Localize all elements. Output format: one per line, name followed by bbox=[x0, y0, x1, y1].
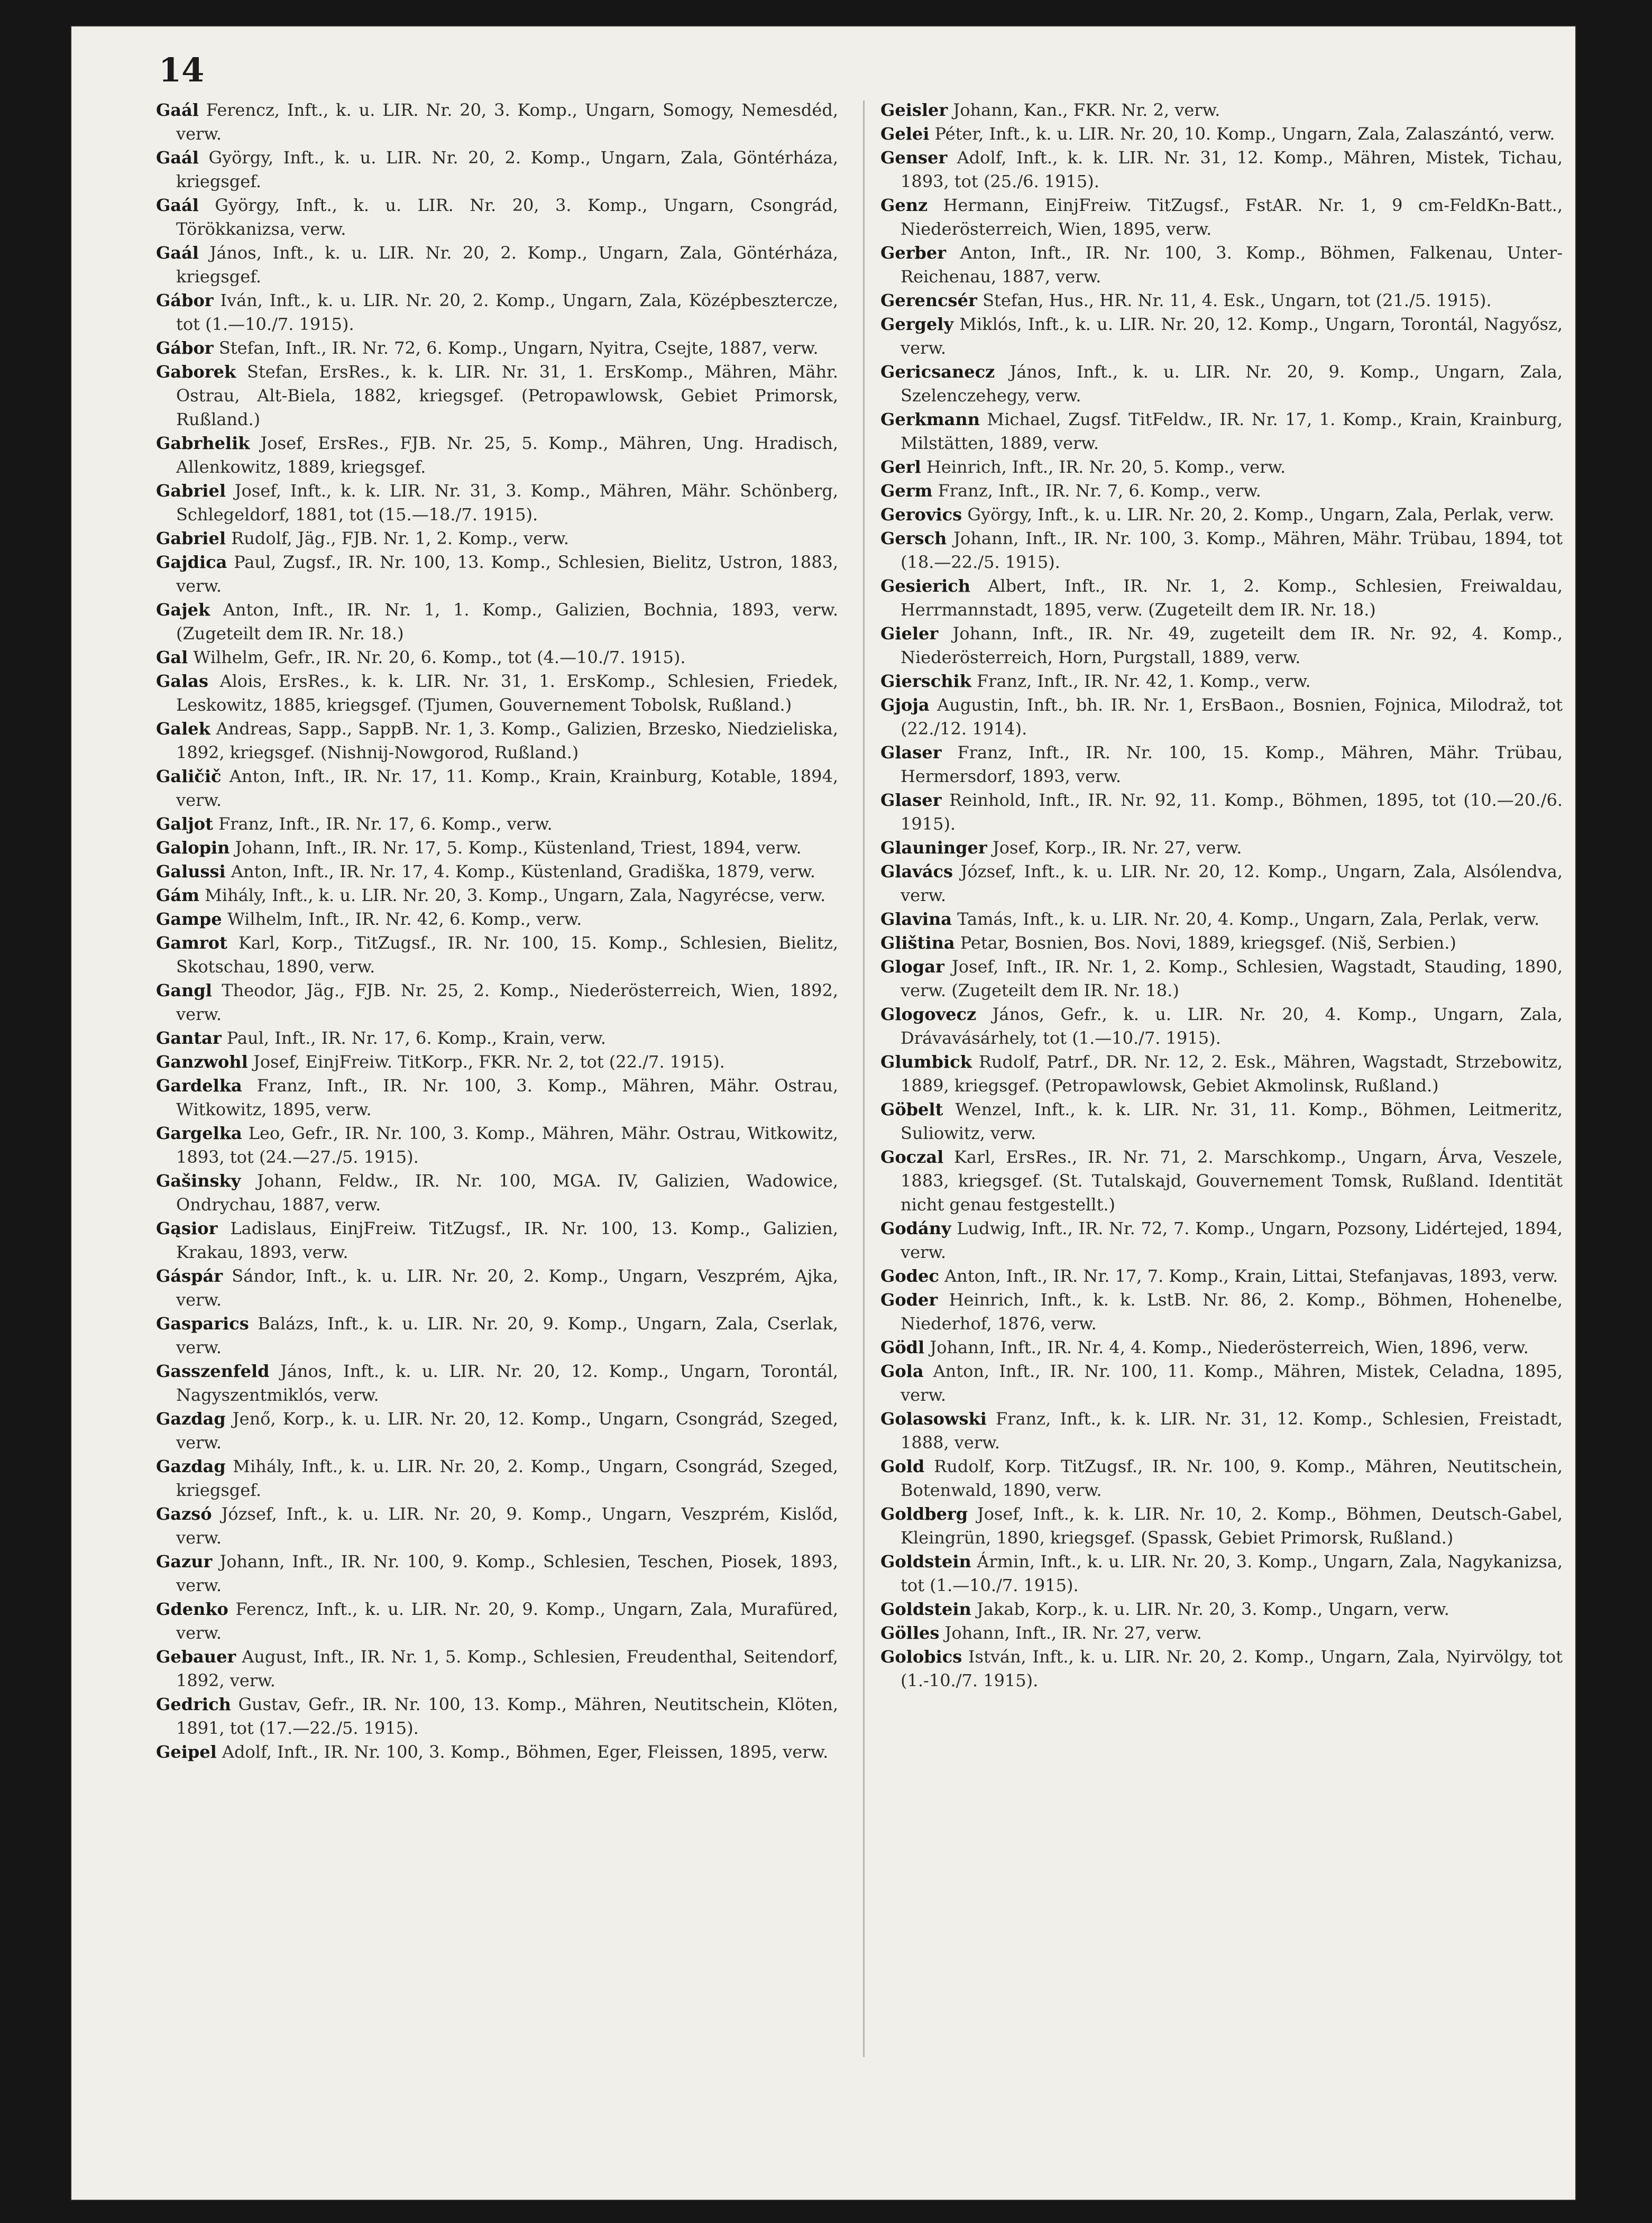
surname: Gáspár bbox=[156, 1266, 223, 1286]
list-item bbox=[156, 1502, 838, 1550]
entry-details: Rudolf, Patrf., DR. Nr. 12, 2. Esk., Mähren, Wagstadt, Strzebowitz, 1889, kriegsgef. (Petropawlowsk, Gebiet Akmolinsk, Rußland.) bbox=[901, 1052, 1563, 1096]
list-item bbox=[156, 527, 838, 550]
entry-details: Sándor, Inft., k. u. LIR. Nr. 20, 2. Komp., Ungarn, Veszprém, Ajka, verw. bbox=[176, 1266, 838, 1310]
surname: Galussi bbox=[156, 861, 226, 881]
surname: Gábor bbox=[156, 290, 214, 310]
list-item bbox=[880, 479, 1563, 503]
list-item bbox=[880, 241, 1563, 289]
surname: Galas bbox=[156, 671, 208, 691]
list-item bbox=[880, 1098, 1563, 1145]
list-item bbox=[156, 1312, 838, 1359]
surname: Galopin bbox=[156, 838, 230, 858]
entry-details: Stefan, Inft., IR. Nr. 72, 6. Komp., Ungarn, Nyitra, Csejte, 1887, verw. bbox=[213, 338, 819, 358]
list-item bbox=[880, 1288, 1563, 1336]
surname: Godec bbox=[880, 1266, 939, 1286]
list-item bbox=[880, 788, 1563, 836]
list-item bbox=[156, 241, 838, 289]
entry-details: Theodor, Jäg., FJB. Nr. 25, 2. Komp., Niederösterreich, Wien, 1892, verw. bbox=[176, 980, 838, 1024]
list-item bbox=[880, 836, 1563, 860]
entry-details: Alois, ErsRes., k. k. LIR. Nr. 31, 1. ErsKomp., Schlesien, Friedek, Leskowitz, 1885, kriegsgef. (Tjumen, Gouvernement Tobolsk, Rußland.) bbox=[176, 671, 838, 715]
entry-details: Mihály, Inft., k. u. LIR. Nr. 20, 2. Komp., Ungarn, Csongrád, Szeged, kriegsgef. bbox=[176, 1456, 838, 1500]
surname: Glogovecz bbox=[880, 1004, 977, 1024]
surname: Gazsó bbox=[156, 1504, 212, 1524]
list-item bbox=[880, 860, 1563, 907]
list-item bbox=[156, 1645, 838, 1693]
entry-details: August, Inft., IR. Nr. 1, 5. Komp., Schlesien, Freudenthal, Seitendorf, 1892, verw. bbox=[176, 1647, 838, 1691]
entry-details: Anton, Inft., IR. Nr. 1, 1. Komp., Galizien, Bochnia, 1893, verw. (Zugeteilt dem IR. Nr. 18.) bbox=[176, 600, 838, 644]
entry-details: Paul, Inft., IR. Nr. 17, 6. Komp., Krain, verw. bbox=[221, 1028, 606, 1048]
surname: Gaál bbox=[156, 148, 199, 168]
entry-details: Albert, Inft., IR. Nr. 1, 2. Komp., Schlesien, Freiwaldau, Herrmannstadt, 1895, verw. (Zugeteilt dem IR. Nr. 18.) bbox=[901, 576, 1563, 620]
surname: Goldstein bbox=[880, 1551, 971, 1572]
list-item bbox=[880, 1621, 1563, 1645]
entry-details: Franz, Inft., IR. Nr. 100, 15. Komp., Mähren, Mähr. Trübau, Hermersdorf, 1893, verw. bbox=[901, 742, 1563, 786]
left-column bbox=[156, 98, 838, 1764]
list-item bbox=[880, 1597, 1563, 1621]
entry-details: Michael, Zugsf. TitFeldw., IR. Nr. 17, 1. Komp., Krain, Krainburg, Milstätten, 1889, verw. bbox=[901, 409, 1563, 453]
entry-details: Adolf, Inft., IR. Nr. 100, 3. Komp., Böhmen, Eger, Fleissen, 1895, verw. bbox=[216, 1742, 829, 1762]
surname: Gierschik bbox=[880, 671, 971, 691]
surname: Gaál bbox=[156, 100, 199, 120]
surname: Gantar bbox=[156, 1028, 222, 1048]
entry-details: Andreas, Sapp., SappB. Nr. 1, 3. Komp., Galizien, Brzesko, Niedzieliska, 1892, kriegsgef. (Nishnij-Nowgorod, Rußland.) bbox=[176, 719, 838, 763]
list-item bbox=[880, 741, 1563, 788]
surname: Gaál bbox=[156, 195, 199, 215]
entry-details: Heinrich, Inft., IR. Nr. 20, 5. Komp., verw. bbox=[921, 457, 1286, 477]
surname: Gölles bbox=[880, 1623, 940, 1643]
list-item bbox=[156, 98, 838, 146]
list-item bbox=[156, 1217, 838, 1264]
list-item bbox=[156, 646, 838, 669]
list-item bbox=[880, 1502, 1563, 1550]
surname: Gericsanecz bbox=[880, 362, 995, 382]
surname: Gám bbox=[156, 885, 199, 905]
entry-details: János, Inft., k. u. LIR. Nr. 20, 2. Komp., Ungarn, Zala, Göntérháza, kriegsgef. bbox=[176, 243, 838, 287]
surname: Gabriel bbox=[156, 481, 226, 501]
list-item bbox=[880, 669, 1563, 693]
entry-details: József, Inft., k. u. LIR. Nr. 20, 12. Komp., Ungarn, Zala, Alsólendva, verw. bbox=[901, 861, 1563, 905]
surname: Gasparics bbox=[156, 1313, 249, 1334]
list-item bbox=[880, 408, 1563, 455]
surname: Gargelka bbox=[156, 1123, 242, 1143]
entry-details: Anton, Inft., IR. Nr. 17, 11. Komp., Krain, Krainburg, Kotable, 1894, verw. bbox=[176, 766, 838, 810]
surname: Ganzwohl bbox=[156, 1052, 248, 1072]
entry-details: Franz, Inft., IR. Nr. 42, 1. Komp., verw. bbox=[971, 671, 1311, 691]
entry-details: Johann, Feldw., IR. Nr. 100, MGA. IV, Galizien, Wadowice, Ondrychau, 1887, verw. bbox=[176, 1171, 838, 1215]
surname: Galičič bbox=[156, 766, 222, 786]
surname: Glumbick bbox=[880, 1052, 972, 1072]
entry-details: Josef, EinjFreiw. TitKorp., FKR. Nr. 2, tot (22./7. 1915). bbox=[247, 1052, 725, 1072]
list-item bbox=[156, 1074, 838, 1122]
list-item bbox=[156, 812, 838, 836]
entry-details: Adolf, Inft., k. k. LIR. Nr. 31, 12. Komp., Mähren, Mistek, Tichau, 1893, tot (25./6. 1915). bbox=[901, 148, 1563, 191]
entry-details: Franz, Inft., IR. Nr. 100, 3. Komp., Mähren, Mähr. Ostrau, Witkowitz, 1895, verw. bbox=[176, 1076, 838, 1119]
surname: Gerencsér bbox=[880, 290, 977, 310]
surname: Germ bbox=[880, 481, 933, 501]
entry-details: Miklós, Inft., k. u. LIR. Nr. 20, 12. Komp., Ungarn, Torontál, Nagyősz, verw. bbox=[901, 314, 1563, 358]
surname: Gedrich bbox=[156, 1694, 231, 1714]
list-item bbox=[156, 1050, 838, 1074]
surname: Gerber bbox=[880, 243, 947, 263]
entry-details: Wilhelm, Gefr., IR. Nr. 20, 6. Komp., tot (4.—10./7. 1915). bbox=[188, 647, 686, 667]
surname: Gdenko bbox=[156, 1599, 228, 1619]
surname: Gašinsky bbox=[156, 1171, 241, 1191]
entry-details: Stefan, ErsRes., k. k. LIR. Nr. 31, 1. ErsKomp., Mähren, Mähr. Ostrau, Alt-Biela, 1882, kriegsgef. (Petropawlowsk, Gebiet Primorsk, Rußland.) bbox=[176, 362, 838, 429]
list-item bbox=[880, 1550, 1563, 1597]
entry-details: Hermann, EinjFreiw. TitZugsf., FstAR. Nr. 1, 9 cm-FeldKn-Batt., Niederösterreich, Wien, 1895, verw. bbox=[901, 195, 1563, 239]
list-item bbox=[880, 1217, 1563, 1264]
surname: Gábor bbox=[156, 338, 214, 358]
list-item bbox=[156, 884, 838, 907]
entry-details: Petar, Bosnien, Bos. Novi, 1889, kriegsgef. (Niš, Serbien.) bbox=[955, 933, 1456, 953]
entry-details: Ferencz, Inft., k. u. LIR. Nr. 20, 3. Komp., Ungarn, Somogy, Nemesdéd, verw. bbox=[176, 100, 838, 144]
list-item bbox=[156, 194, 838, 241]
surname: Gabrhelik bbox=[156, 433, 250, 453]
list-item bbox=[880, 1645, 1563, 1693]
surname: Geisler bbox=[880, 100, 948, 120]
entry-details: Augustin, Inft., bh. IR. Nr. 1, ErsBaon., Bosnien, Fojnica, Milodraž, tot (22./12. 1914). bbox=[901, 695, 1563, 739]
entry-details: Iván, Inft., k. u. LIR. Nr. 20, 2. Komp., Ungarn, Zala, Középbesztercze, tot (1.—10./7. 1915). bbox=[176, 290, 838, 334]
list-item bbox=[880, 122, 1563, 146]
surname: Gąsior bbox=[156, 1218, 218, 1238]
entry-details: Paul, Zugsf., IR. Nr. 100, 13. Komp., Schlesien, Bielitz, Ustron, 1883, verw. bbox=[176, 552, 838, 596]
document-page bbox=[71, 26, 1575, 2200]
list-item bbox=[156, 931, 838, 979]
surname: Glavina bbox=[880, 909, 952, 929]
page-number: 14 bbox=[159, 51, 205, 89]
list-item bbox=[880, 1145, 1563, 1217]
surname: Godány bbox=[880, 1218, 951, 1238]
entry-details: Anton, Inft., IR. Nr. 17, 7. Komp., Krain, Littai, Stefanjavas, 1893, verw. bbox=[939, 1266, 1558, 1286]
list-item bbox=[156, 1740, 838, 1764]
surname: Gergely bbox=[880, 314, 954, 334]
surname: Goldstein bbox=[880, 1599, 971, 1619]
entry-details: Ladislaus, EinjFreiw. TitZugsf., IR. Nr. 100, 13. Komp., Galizien, Krakau, 1893, verw. bbox=[176, 1218, 838, 1262]
list-item bbox=[156, 979, 838, 1026]
surname: Gazdag bbox=[156, 1456, 226, 1476]
entry-details: Reinhold, Inft., IR. Nr. 92, 11. Komp., Böhmen, 1895, tot (10.—20./6. 1915). bbox=[901, 790, 1563, 834]
surname: Glaser bbox=[880, 742, 942, 763]
entry-details: Josef, Korp., IR. Nr. 27, verw. bbox=[987, 838, 1242, 858]
surname: Gerkmann bbox=[880, 409, 980, 429]
surname: Gangl bbox=[156, 980, 212, 1000]
entry-details: György, Inft., k. u. LIR. Nr. 20, 3. Komp., Ungarn, Csongrád, Törökkanizsa, verw. bbox=[176, 195, 838, 239]
list-item bbox=[156, 907, 838, 931]
surname: Glaser bbox=[880, 790, 942, 810]
column-divider bbox=[863, 100, 865, 2057]
surname: Golobics bbox=[880, 1647, 962, 1667]
entry-details: Ferencz, Inft., k. u. LIR. Nr. 20, 9. Komp., Ungarn, Zala, Murafüred, verw. bbox=[176, 1599, 838, 1643]
list-item bbox=[156, 836, 838, 860]
surname: Gabriel bbox=[156, 528, 226, 548]
entry-details: Franz, Inft., k. k. LIR. Nr. 31, 12. Komp., Schlesien, Freistadt, 1888, verw. bbox=[901, 1409, 1563, 1453]
surname: Gerl bbox=[880, 457, 921, 477]
entry-details: Johann, Inft., IR. Nr. 100, 3. Komp., Mähren, Mähr. Trübau, 1894, tot (18.—22./5. 1915). bbox=[901, 528, 1563, 572]
list-item bbox=[156, 360, 838, 431]
entry-details: Josef, ErsRes., FJB. Nr. 25, 5. Komp., Mähren, Ung. Hradisch, Allenkowitz, 1889, kriegsgef. bbox=[176, 433, 838, 477]
entry-details: Wilhelm, Inft., IR. Nr. 42, 6. Komp., verw. bbox=[222, 909, 582, 929]
list-item bbox=[156, 1693, 838, 1740]
list-item bbox=[156, 717, 838, 765]
list-item bbox=[880, 931, 1563, 955]
surname: Galek bbox=[156, 719, 210, 739]
surname: Gal bbox=[156, 647, 188, 667]
list-item bbox=[880, 503, 1563, 527]
surname: Gödl bbox=[880, 1337, 925, 1357]
surname: Goczal bbox=[880, 1147, 944, 1167]
surname: Gardelka bbox=[156, 1076, 242, 1096]
surname: Glavács bbox=[880, 861, 953, 881]
list-item bbox=[880, 1359, 1563, 1407]
list-item bbox=[880, 1455, 1563, 1502]
list-item bbox=[880, 1050, 1563, 1098]
surname: Gamrot bbox=[156, 933, 227, 953]
list-item bbox=[880, 146, 1563, 194]
list-item bbox=[880, 574, 1563, 622]
surname: Gieler bbox=[880, 623, 939, 644]
list-item bbox=[880, 1264, 1563, 1288]
entry-details: Ármin, Inft., k. u. LIR. Nr. 20, 3. Komp., Ungarn, Zala, Nagykanizsa, tot (1.—10./7. 1915). bbox=[901, 1551, 1563, 1595]
list-item bbox=[156, 669, 838, 717]
surname: Glauninger bbox=[880, 838, 987, 858]
entry-details: Péter, Inft., k. u. LIR. Nr. 20, 10. Komp., Ungarn, Zala, Zalaszántó, verw. bbox=[929, 124, 1555, 144]
entry-details: György, Inft., k. u. LIR. Nr. 20, 2. Komp., Ungarn, Zala, Göntérháza, kriegsgef. bbox=[176, 148, 838, 191]
list-item bbox=[156, 1455, 838, 1502]
list-item bbox=[156, 431, 838, 479]
surname: Glogar bbox=[880, 957, 944, 977]
entry-details: Josef, Inft., k. k. LIR. Nr. 10, 2. Komp., Böhmen, Deutsch-Gabel, Kleingrün, 1890, kriegsgef. (Spassk, Gebiet Primorsk, Rußland.) bbox=[901, 1504, 1563, 1548]
list-item bbox=[880, 194, 1563, 241]
surname: Golasowski bbox=[880, 1409, 987, 1429]
list-item bbox=[880, 455, 1563, 479]
entry-details: Johann, Inft., IR. Nr. 27, verw. bbox=[939, 1623, 1202, 1643]
entry-details: Josef, Inft., k. k. LIR. Nr. 31, 3. Komp., Mähren, Mähr. Schönberg, Schlegeldorf, 1881, tot (15.—18./7. 1915). bbox=[176, 481, 838, 525]
surname: Gebauer bbox=[156, 1647, 236, 1667]
entry-details: Leo, Gefr., IR. Nr. 100, 3. Komp., Mähren, Mähr. Ostrau, Witkowitz, 1893, tot (24.—27./5. 1915). bbox=[176, 1123, 838, 1167]
surname: Gerovics bbox=[880, 504, 962, 525]
entry-details: Johann, Inft., IR. Nr. 100, 9. Komp., Schlesien, Teschen, Piosek, 1893, verw. bbox=[176, 1551, 838, 1595]
entry-details: Jenő, Korp., k. u. LIR. Nr. 20, 12. Komp., Ungarn, Csongrád, Szeged, verw. bbox=[176, 1409, 838, 1453]
list-item bbox=[880, 1336, 1563, 1359]
entry-details: Heinrich, Inft., k. k. LstB. Nr. 86, 2. Komp., Böhmen, Hohenelbe, Niederhof, 1876, verw. bbox=[901, 1290, 1563, 1334]
entry-details: Karl, ErsRes., IR. Nr. 71, 2. Marschkomp., Ungarn, Árva, Veszele, 1883, kriegsgef. (St. Tutalskajd, Gouvernement Tomsk, Rußland. Identität nicht genau festgestellt.) bbox=[901, 1147, 1563, 1215]
entry-details: Franz, Inft., IR. Nr. 17, 6. Komp., verw. bbox=[213, 814, 553, 834]
entry-details: Wenzel, Inft., k. k. LIR. Nr. 31, 11. Komp., Böhmen, Leitmeritz, Suliowitz, verw. bbox=[901, 1099, 1563, 1143]
list-item bbox=[156, 146, 838, 194]
list-item bbox=[156, 1264, 838, 1312]
surname: Gaál bbox=[156, 243, 199, 263]
entry-details: József, Inft., k. u. LIR. Nr. 20, 9. Komp., Ungarn, Veszprém, Kislőd, verw. bbox=[176, 1504, 838, 1548]
list-item bbox=[156, 860, 838, 884]
entry-details: Rudolf, Jäg., FJB. Nr. 1, 2. Komp., verw. bbox=[225, 528, 569, 548]
surname: Gajdica bbox=[156, 552, 227, 572]
list-item bbox=[880, 360, 1563, 408]
list-item bbox=[880, 693, 1563, 741]
surname: Geipel bbox=[156, 1742, 217, 1762]
list-item bbox=[156, 550, 838, 598]
entry-details: Stefan, Hus., HR. Nr. 11, 4. Esk., Ungarn, tot (21./5. 1915). bbox=[977, 290, 1492, 310]
list-item bbox=[880, 1003, 1563, 1050]
entry-details: Karl, Korp., TitZugsf., IR. Nr. 100, 15. Komp., Schlesien, Bielitz, Skotschau, 1890, verw. bbox=[176, 933, 838, 977]
entry-details: Mihály, Inft., k. u. LIR. Nr. 20, 3. Komp., Ungarn, Zala, Nagyrécse, verw. bbox=[199, 885, 826, 905]
entry-details: Gustav, Gefr., IR. Nr. 100, 13. Komp., Mähren, Neutitschein, Klöten, 1891, tot (17.—22./5. 1915). bbox=[176, 1694, 838, 1738]
list-item bbox=[156, 1359, 838, 1407]
entry-details: Josef, Inft., IR. Nr. 1, 2. Komp., Schlesien, Wagstadt, Stauding, 1890, verw. (Zugeteilt dem IR. Nr. 18.) bbox=[901, 957, 1563, 1000]
surname: Goder bbox=[880, 1290, 938, 1310]
right-column bbox=[880, 98, 1563, 1693]
surname: Genz bbox=[880, 195, 928, 215]
surname: Göbelt bbox=[880, 1099, 943, 1119]
list-item bbox=[156, 336, 838, 360]
list-item bbox=[156, 479, 838, 527]
list-item bbox=[156, 598, 838, 646]
surname: Gersch bbox=[880, 528, 947, 548]
list-item bbox=[880, 527, 1563, 574]
list-item bbox=[156, 1026, 838, 1050]
list-item bbox=[880, 907, 1563, 931]
entry-details: Anton, Inft., IR. Nr. 100, 3. Komp., Böhmen, Falkenau, Unter-Reichenau, 1887, verw. bbox=[901, 243, 1563, 287]
entry-details: Franz, Inft., IR. Nr. 7, 6. Komp., verw. bbox=[932, 481, 1261, 501]
entry-details: István, Inft., k. u. LIR. Nr. 20, 2. Komp., Ungarn, Zala, Nyirvölgy, tot (1.-10./7. 1915). bbox=[901, 1647, 1563, 1691]
list-item bbox=[880, 98, 1563, 122]
entry-details: János, Gefr., k. u. LIR. Nr. 20, 4. Komp., Ungarn, Zala, Drávavásárhely, tot (1.—10./7. 1915). bbox=[901, 1004, 1563, 1048]
list-item bbox=[880, 1407, 1563, 1455]
entry-details: Johann, Kan., FKR. Nr. 2, verw. bbox=[948, 100, 1220, 120]
list-item bbox=[880, 313, 1563, 360]
surname: Gampe bbox=[156, 909, 222, 929]
surname: Genser bbox=[880, 148, 948, 168]
surname: Gesierich bbox=[880, 576, 970, 596]
surname: Gajek bbox=[156, 600, 210, 620]
list-item bbox=[156, 1407, 838, 1455]
list-item bbox=[156, 289, 838, 336]
surname: Gold bbox=[880, 1456, 925, 1476]
surname: Gelei bbox=[880, 124, 930, 144]
list-item bbox=[156, 1169, 838, 1217]
entry-details: György, Inft., k. u. LIR. Nr. 20, 2. Komp., Ungarn, Zala, Perlak, verw. bbox=[962, 504, 1555, 525]
entry-details: Anton, Inft., IR. Nr. 100, 11. Komp., Mähren, Mistek, Celadna, 1895, verw. bbox=[901, 1361, 1563, 1405]
entry-details: Anton, Inft., IR. Nr. 17, 4. Komp., Küstenland, Gradiška, 1879, verw. bbox=[225, 861, 815, 881]
entry-details: Johann, Inft., IR. Nr. 49, zugeteilt dem IR. Nr. 92, 4. Komp., Niederösterreich, Horn, Purgstall, 1889, verw. bbox=[901, 623, 1563, 667]
list-item bbox=[156, 765, 838, 812]
surname: Gaborek bbox=[156, 362, 236, 382]
list-item bbox=[880, 622, 1563, 669]
surname: Gazdag bbox=[156, 1409, 226, 1429]
list-item bbox=[156, 1122, 838, 1169]
entry-details: János, Inft., k. u. LIR. Nr. 20, 9. Komp., Ungarn, Zala, Szelenczehegy, verw. bbox=[901, 362, 1563, 406]
entry-details: Rudolf, Korp. TitZugsf., IR. Nr. 100, 9. Komp., Mähren, Neutitschein, Botenwald, 1890, verw. bbox=[901, 1456, 1563, 1500]
surname: Gazur bbox=[156, 1551, 213, 1572]
surname: Gjoja bbox=[880, 695, 930, 715]
entry-details: Jakab, Korp., k. u. LIR. Nr. 20, 3. Komp., Ungarn, verw. bbox=[971, 1599, 1449, 1619]
list-item bbox=[880, 289, 1563, 313]
entry-details: Balázs, Inft., k. u. LIR. Nr. 20, 9. Komp., Ungarn, Zala, Cserlak, verw. bbox=[176, 1313, 838, 1357]
list-item bbox=[880, 955, 1563, 1003]
surname: Gola bbox=[880, 1361, 924, 1381]
entry-details: Johann, Inft., IR. Nr. 17, 5. Komp., Küstenland, Triest, 1894, verw. bbox=[230, 838, 802, 858]
list-item bbox=[156, 1550, 838, 1597]
surname: Gasszenfeld bbox=[156, 1361, 270, 1381]
entry-details: Ludwig, Inft., IR. Nr. 72, 7. Komp., Ungarn, Pozsony, Lidértejed, 1894, verw. bbox=[901, 1218, 1563, 1262]
entry-details: Tamás, Inft., k. u. LIR. Nr. 20, 4. Komp., Ungarn, Zala, Perlak, verw. bbox=[951, 909, 1540, 929]
list-item bbox=[156, 1597, 838, 1645]
surname: Goldberg bbox=[880, 1504, 968, 1524]
surname: Galjot bbox=[156, 814, 213, 834]
entry-details: Johann, Inft., IR. Nr. 4, 4. Komp., Niederösterreich, Wien, 1896, verw. bbox=[924, 1337, 1529, 1357]
entry-details: János, Inft., k. u. LIR. Nr. 20, 12. Komp., Ungarn, Torontál, Nagyszentmiklós, verw. bbox=[176, 1361, 838, 1405]
surname: Gliština bbox=[880, 933, 955, 953]
